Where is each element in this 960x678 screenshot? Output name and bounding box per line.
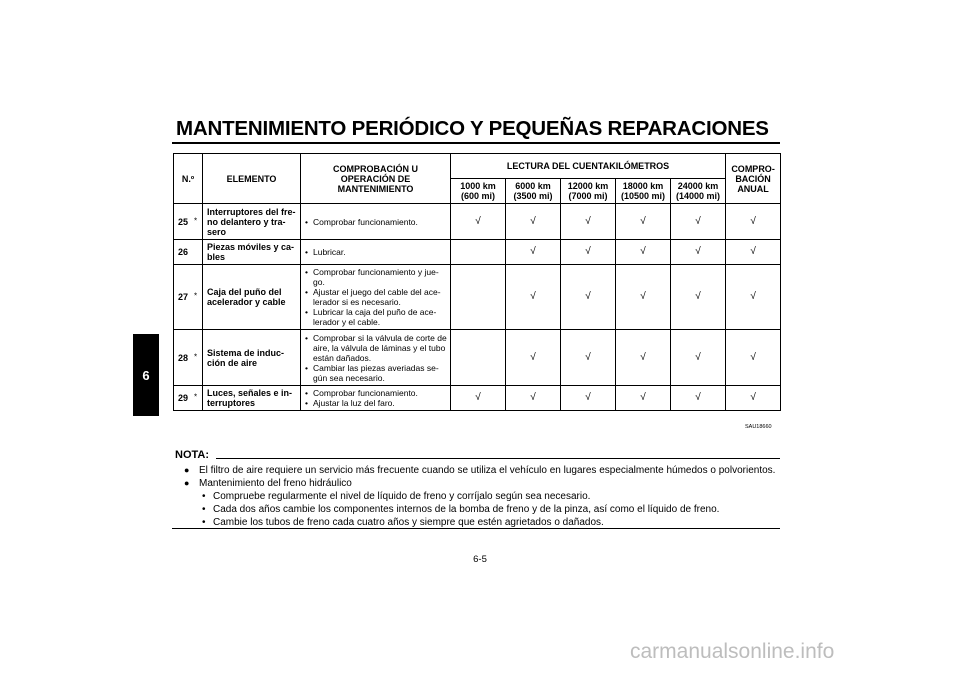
page-number: 6-5	[473, 554, 487, 565]
header-odometer: LECTURA DEL CUENTAKILÓMETROS	[451, 154, 726, 179]
list-item	[184, 490, 784, 503]
nota-divider	[216, 458, 780, 459]
row-number: 26	[178, 247, 189, 257]
row-item: Caja del puño del acelerador y cable	[203, 265, 301, 330]
check-mark: √	[506, 265, 561, 330]
nota-list	[184, 464, 784, 529]
list-item	[184, 464, 784, 477]
table-row	[174, 330, 781, 386]
table-row	[174, 265, 781, 330]
check-text: Ajustar la luz del faro.	[313, 398, 395, 408]
check-mark: √	[561, 330, 616, 386]
nota-subtext: Compruebe regularmente el nivel de líquido de freno y corríjalo según sea necesario.	[213, 491, 591, 502]
check-mark: √	[616, 330, 671, 386]
bullet: •	[202, 517, 206, 528]
table-row	[174, 240, 781, 265]
row-checks	[301, 240, 451, 265]
check-mark: √	[616, 204, 671, 240]
header-annual: COMPRO-BACIÓN ANUAL	[726, 154, 781, 204]
check-mark: √	[726, 330, 781, 386]
row-item: Interruptores del fre-no delantero y tra-sero	[203, 204, 301, 240]
check-mark: √	[726, 240, 781, 265]
row-number: 25	[178, 216, 189, 227]
bullet: •	[202, 504, 206, 515]
check-mark: √	[561, 265, 616, 330]
round-bullet: ●	[184, 478, 190, 488]
title-divider	[172, 142, 780, 144]
chapter-tab: 6	[133, 334, 159, 416]
check-mark: √	[451, 204, 506, 240]
row-item: Sistema de induc-ción de aire	[203, 330, 301, 386]
check-text: Comprobar funcionamiento.	[313, 216, 418, 227]
check-mark: √	[671, 240, 726, 265]
check-mark: √	[506, 240, 561, 265]
check-mark: √	[616, 240, 671, 265]
check-mark: √	[726, 386, 781, 411]
bullet: •	[305, 307, 308, 317]
check-mark: √	[506, 330, 561, 386]
star-mark: *	[194, 392, 198, 402]
check-mark: √	[726, 204, 781, 240]
header-interval: 12000 km (7000 mi)	[561, 179, 616, 204]
header-interval: 24000 km (14000 mi)	[671, 179, 726, 204]
row-checks	[301, 386, 451, 411]
check-text: Lubricar.	[313, 247, 346, 257]
document-code: SAU18660	[745, 424, 772, 430]
check-mark: √	[561, 204, 616, 240]
nota-subtext: Cambie los tubos de freno cada cuatro años y siempre que estén agrietados o dañados.	[213, 517, 604, 528]
bottom-divider	[172, 528, 780, 529]
row-item: Piezas móviles y ca-bles	[203, 240, 301, 265]
check-mark: √	[506, 386, 561, 411]
bullet: •	[305, 332, 308, 343]
maintenance-table	[173, 153, 781, 411]
bullet: •	[305, 388, 308, 398]
header-check: COMPROBACIÓN U OPERACIÓN DE MANTENIMIENTO	[301, 154, 451, 204]
row-checks	[301, 204, 451, 240]
nota-text: Mantenimiento del freno hidráulico	[199, 478, 352, 489]
star-mark: *	[194, 216, 198, 225]
bullet: •	[305, 362, 308, 373]
check-mark: √	[671, 265, 726, 330]
check-mark: √	[561, 386, 616, 411]
nota-text: El filtro de aire requiere un servicio más frecuente cuando se utiliza el vehículo en lugares especialmente húmedos o polvorientos.	[199, 465, 776, 476]
check-text: Ajustar el juego del cable del ace-lerador si es necesario.	[313, 287, 441, 307]
check-mark: √	[561, 240, 616, 265]
row-checks	[301, 265, 451, 330]
row-number: 29	[178, 393, 189, 403]
check-text: Comprobar funcionamiento.	[313, 388, 418, 398]
check-text: Comprobar si la válvula de corte de aire, la válvula de láminas y el tubo están dañados.	[313, 332, 447, 363]
check-mark: √	[726, 265, 781, 330]
bullet: •	[305, 267, 308, 277]
check-mark: √	[671, 386, 726, 411]
check-mark: √	[671, 204, 726, 240]
check-text: Lubricar la caja del puño de ace-lerador y el cable.	[313, 307, 437, 327]
star-mark: *	[194, 291, 198, 301]
row-checks	[301, 330, 451, 386]
nota-subtext: Cada dos años cambie los componentes internos de la bomba de freno y de la pinza, así como el líquido de freno.	[213, 504, 720, 515]
row-number: 28	[178, 352, 189, 363]
header-interval: 1000 km (600 mi)	[451, 179, 506, 204]
round-bullet: ●	[184, 465, 190, 475]
header-num: N.º	[174, 154, 203, 204]
row-number: 27	[178, 292, 189, 302]
bullet: •	[305, 398, 308, 408]
check-mark: √	[671, 330, 726, 386]
list-item	[184, 503, 784, 516]
bullet: •	[202, 491, 206, 502]
star-mark: *	[194, 352, 198, 361]
bullet: •	[305, 247, 308, 257]
header-item: ELEMENTO	[203, 154, 301, 204]
nota-label: NOTA:	[175, 449, 210, 461]
check-text: Cambiar las piezas averiadas se-gún sea necesario.	[313, 362, 439, 383]
watermark: carmanualsonline.info	[630, 640, 835, 663]
check-mark: √	[451, 386, 506, 411]
table-row	[174, 386, 781, 411]
header-interval: 6000 km (3500 mi)	[506, 179, 561, 204]
row-item: Luces, señales e in-terruptores	[203, 386, 301, 411]
check-mark: √	[616, 265, 671, 330]
list-item	[184, 477, 784, 490]
check-mark: √	[616, 386, 671, 411]
header-interval: 18000 km (10500 mi)	[616, 179, 671, 204]
page-title: MANTENIMIENTO PERIÓDICO Y PEQUEÑAS REPARACIONES	[176, 117, 769, 140]
bullet: •	[305, 216, 308, 227]
check-text: Comprobar funcionamiento y jue-go.	[313, 267, 439, 287]
table-row	[174, 204, 781, 240]
check-mark: √	[506, 204, 561, 240]
bullet: •	[305, 287, 308, 297]
